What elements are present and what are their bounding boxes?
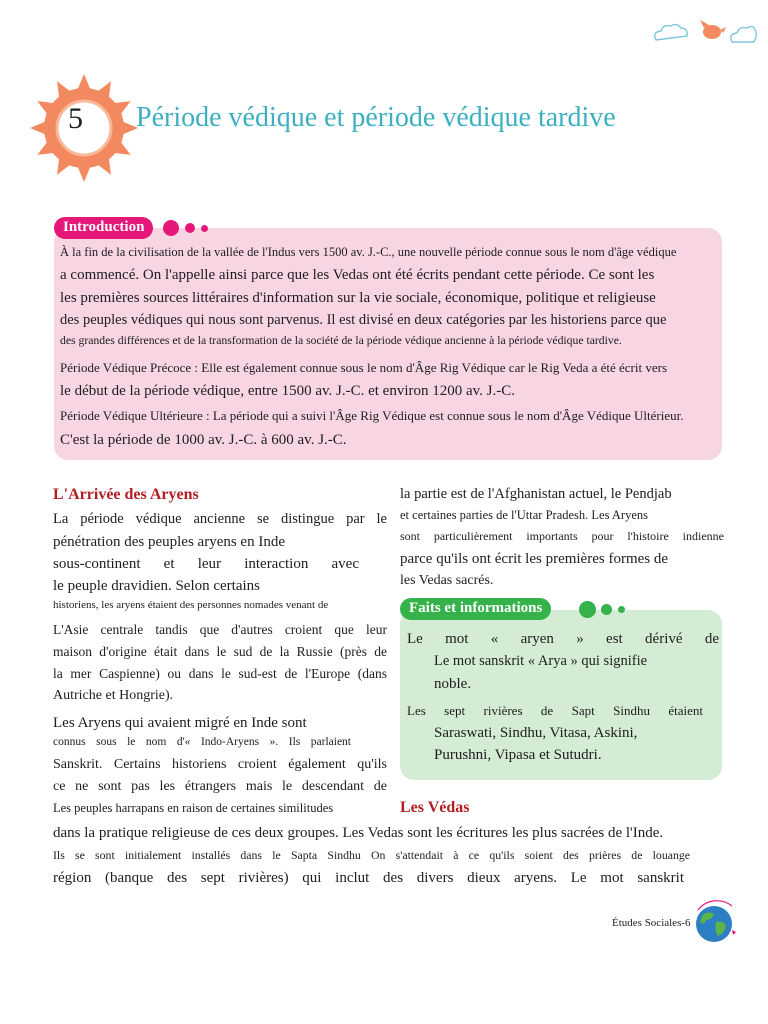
right-line: les Vedas sacrés. [400,573,494,588]
aryans-line: sous-continent et leur interaction avec [53,556,359,572]
aryans-line: le peuple dravidien. Selon certains [53,578,261,594]
right-line: la partie est de l'Afghanistan actuel, le Pendjab [400,486,672,502]
aryans-line: Autriche et Hongrie). [53,688,174,703]
bird-icon [700,20,726,39]
right-line: et certaines parties de l'Uttar Pradesh. Les Aryens [400,508,648,522]
decor-dot [601,604,612,615]
facts-line: Purushni, Vipasa et Sutudri. [434,747,602,763]
sun-badge-icon [28,72,140,184]
intro-line: les premières sources littéraires d'information sur la vie sociale, économique, politique et religieuse [60,290,656,306]
decor-dot [201,225,208,232]
decor-dot [618,606,625,613]
facts-line: Saraswati, Sindhu, Vitasa, Askini, [434,725,638,741]
bottom-line: Ils se sont initialement installés dans le Sapta Sindhu On s'attendait à ce qu'ils soient des prières de louange [53,848,690,862]
sun-ray [30,120,49,136]
intro-line: des peuples védiques qui nous sont parvenus. Il est divisé en deux catégories par les historiens parce que [60,312,667,328]
decor-dot [163,220,179,236]
sun-ray [76,74,92,93]
intro-line: C'est la période de 1000 av. J.-C. à 600 av. J.-C. [60,432,347,448]
aryans-line: Les peuples harrapans en raison de certaines similitudes [53,801,334,815]
footer-text: Études Sociales-6 [612,917,691,929]
chapter-number: 5 [68,102,83,135]
intro-line: le début de la période védique, entre 1500 av. J.-C. et environ 1200 av. J.-C. [60,383,516,399]
right-line: parce qu'ils ont écrit les premières formes de [400,551,669,567]
intro-line: des grandes différences et de la transformation de la société de la période védique ancienne à la période védique tardive. [60,334,622,347]
aryans-line: Sanskrit. Certains historiens croient également qu'ils [53,757,387,772]
intro-line: a commencé. On l'appelle ainsi parce que les Vedas ont été écrits pendant cette période. Ce sont les [60,267,655,283]
intro-line: Période Védique Précoce : Elle est également connue sous le nom d'Âge Rig Védique car le Rig Veda a été écrit vers [60,360,668,375]
facts-label: Faits et informations [400,598,551,620]
right-line: sont particulièrement importants pour l'histoire indienne [400,529,724,543]
facts-line: Le mot sanskrit « Arya » qui signifie [434,653,648,669]
facts-line: Les sept rivières de Sapt Sindhu étaient [407,703,703,718]
aryans-line: L'Asie centrale tandis que d'autres croient que leur [53,622,387,637]
aryans-line: historiens, les aryens étaient des personnes nomades venant de [53,599,329,611]
bottom-line: dans la pratique religieuse de ces deux groupes. Les Vedas sont les écritures les plus sacrées de l'Inde. [53,825,664,841]
aryans-line: Les Aryens qui avaient migré en Inde sont [53,715,307,731]
aryans-line: pénétration des peuples aryens en Inde [53,534,285,550]
decor-dot [579,601,596,618]
sun-ray [76,163,92,182]
chapter-title: Période védique et période védique tardive [136,102,616,133]
vedas-heading: Les Védas [400,799,470,816]
intro-line: À la fin de la civilisation de la vallée de l'Indus vers 1500 av. J.-C., une nouvelle période connue sous le nom d'âge védique [60,245,677,259]
facts-line: noble. [434,676,472,692]
decor-dot [185,223,195,233]
header-decoration [648,14,758,48]
aryans-line: La période védique ancienne se distingue par le [53,511,387,527]
globe-icon [690,900,742,950]
aryans-heading: L'Arrivée des Aryens [53,486,199,503]
aryans-line: connus sous le nom d'« Indo-Aryens ». Ils parlaient [53,736,351,748]
bottom-line: région (banque des sept rivières) qui inclut des divers dieux aryens. Le mot sanskrit [53,870,684,886]
aryans-line: maison d'origine était dans le sud de la Russie (près de [53,644,387,659]
aryans-line: ce ne sont pas les étrangers mais le descendant de [53,779,387,794]
intro-line: Période Védique Ultérieure : La période qui a suivi l'Âge Rig Védique est connue sous le nom d'Âge Védique Ultérieur. [60,408,684,423]
aryans-line: la mer Caspienne) ou dans le sud-est de l'Europe (dans [53,666,387,681]
facts-line: Le mot « aryen » est dérivé de [407,631,719,647]
introduction-label: Introduction [54,217,153,239]
